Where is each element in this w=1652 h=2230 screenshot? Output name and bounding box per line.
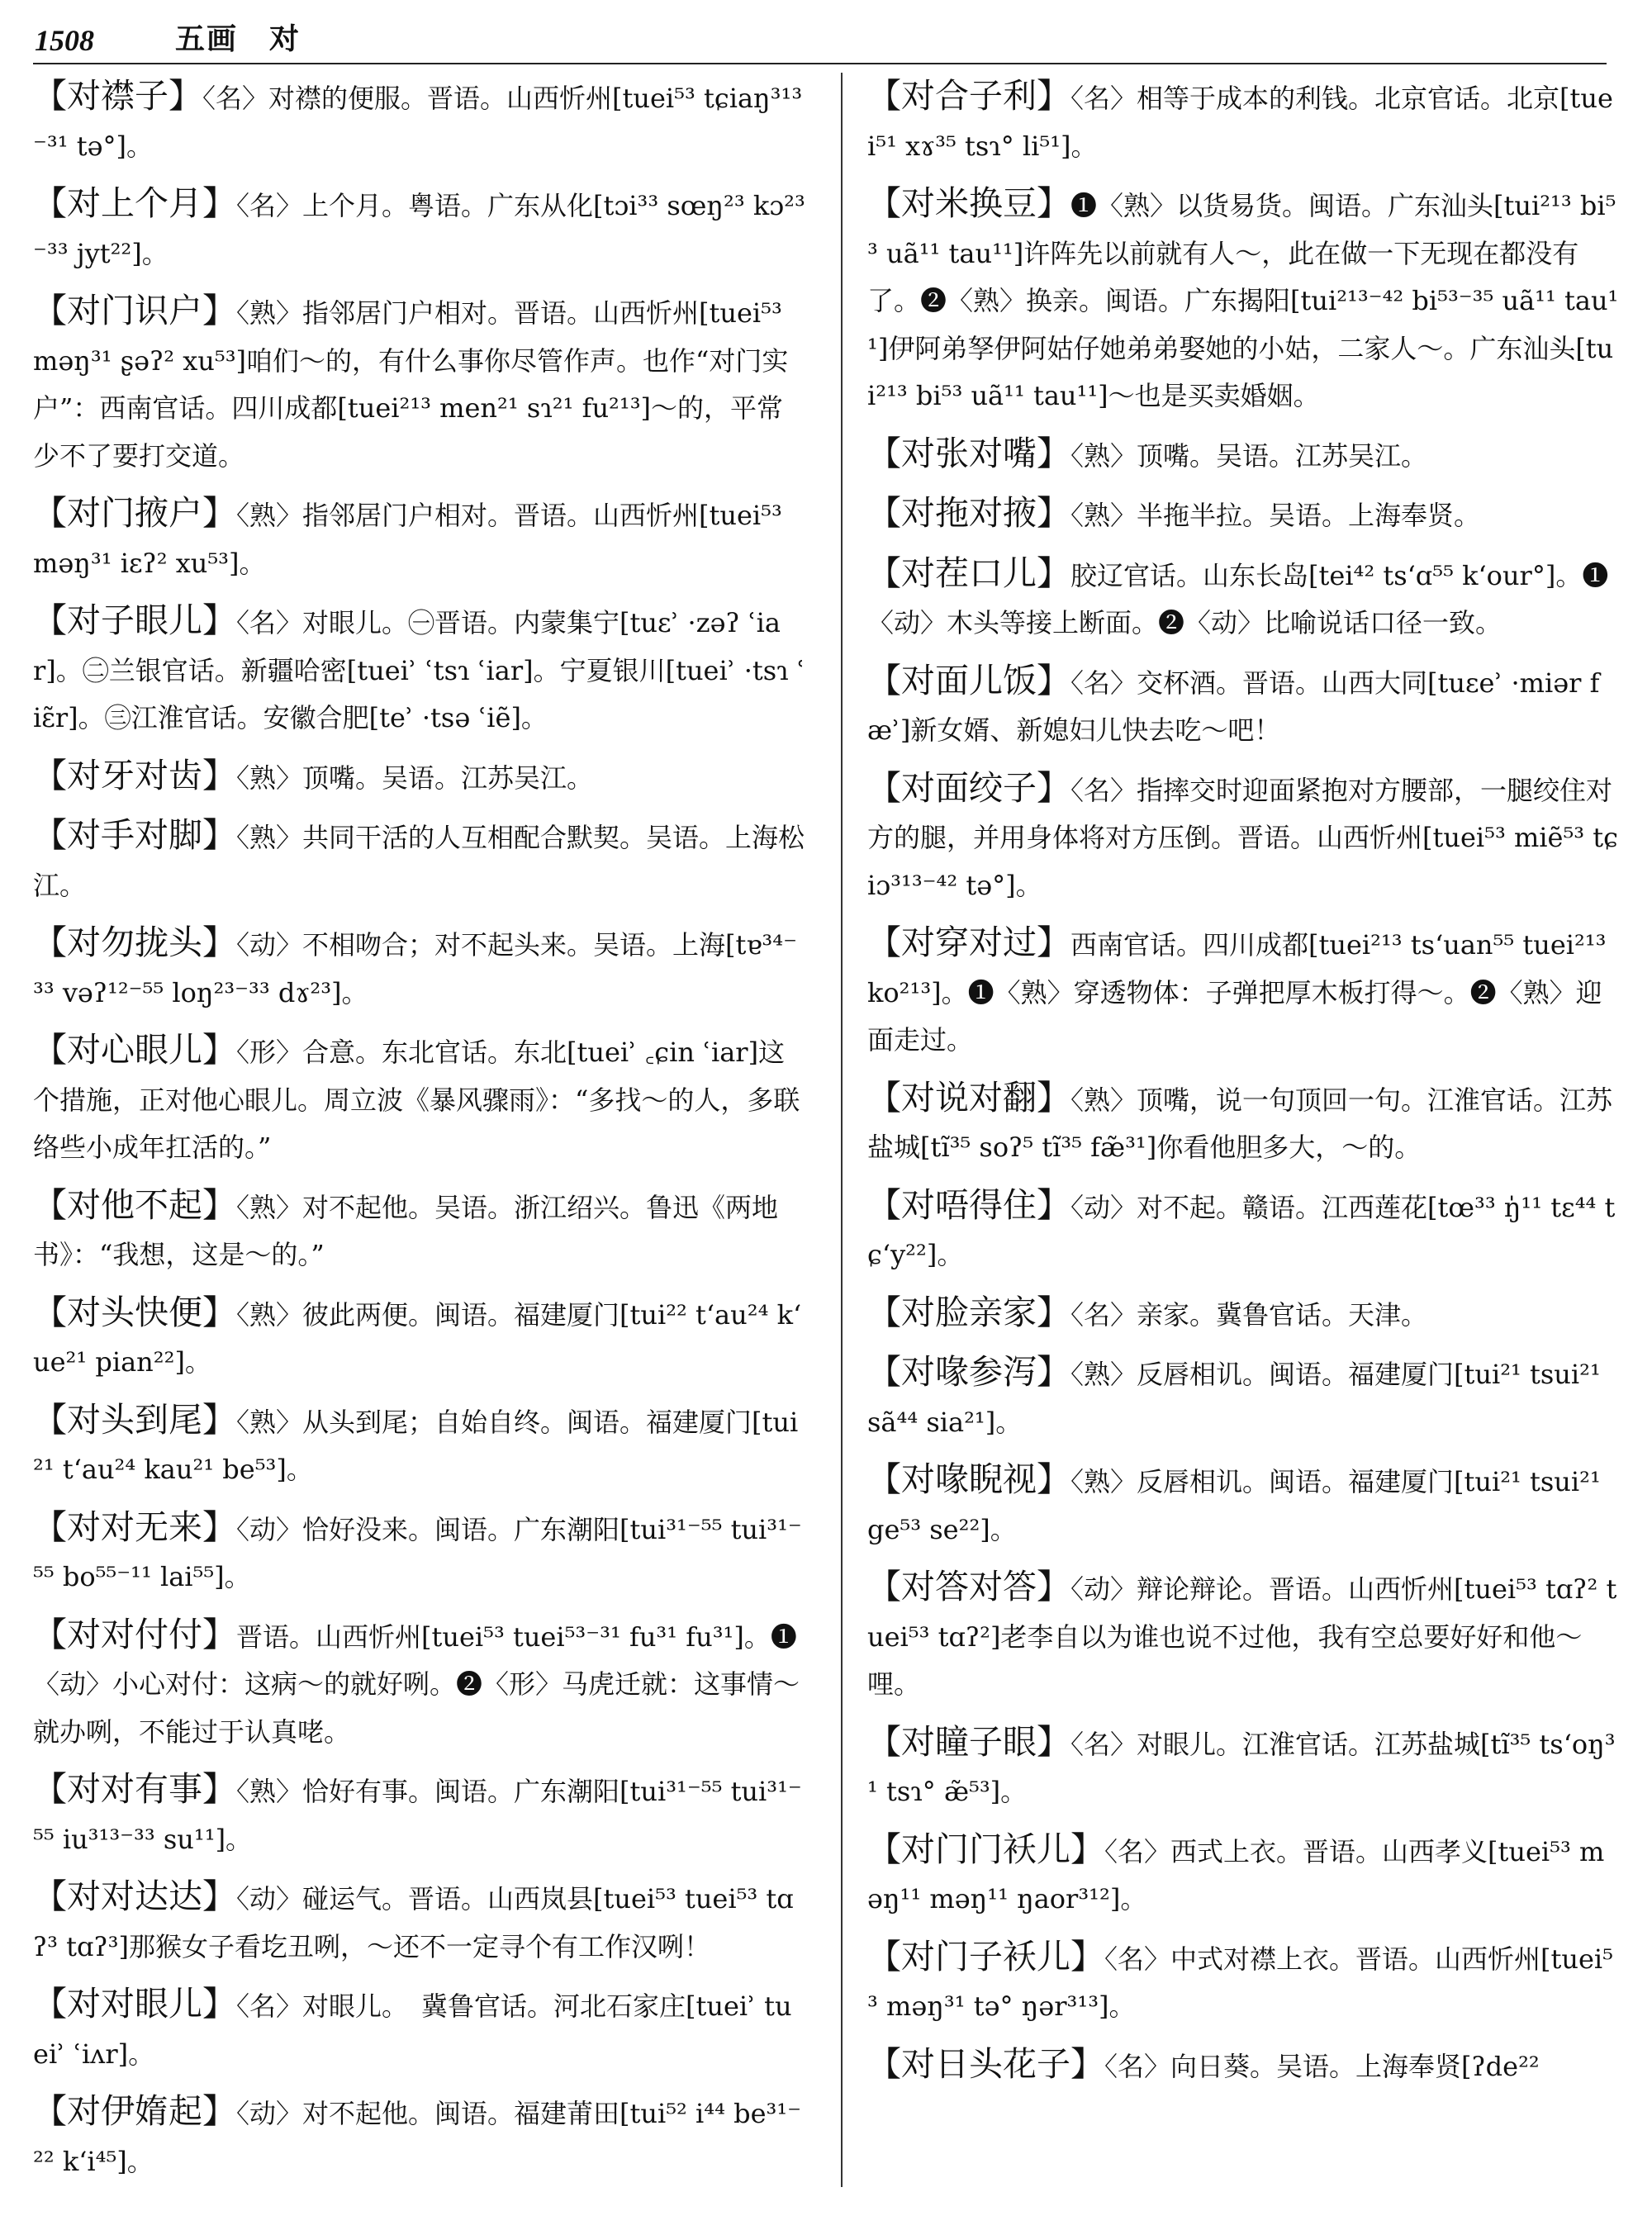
entry-headword: 【对襟子】 xyxy=(33,76,202,116)
entry-headword: 【对门子袄儿】 xyxy=(867,1936,1104,1976)
entry-headword: 【对答对答】 xyxy=(867,1567,1070,1606)
entry-headword: 【对门掖户】 xyxy=(33,493,236,533)
entry-headword: 【对他不起】 xyxy=(33,1184,236,1225)
entry-definition: 〈名〉上个月。粤语。广东从化[tɔi³³ sœŋ²³ kɔ²³⁻³³ jyt²²]。 xyxy=(33,190,805,269)
entry-definition: 〈熟〉反唇相讥。闽语。福建厦门[tui²¹ tsui²¹ sã⁴⁴ sia²¹]。 xyxy=(867,1359,1601,1438)
dictionary-entry xyxy=(33,1873,805,1971)
entry-definition: 西南官话。四川成都[tuei²¹³ tsʻuan⁵⁵ tuei²¹³ ko²¹³]。❶〈熟〉穿透物体：子弹把厚木板打得～。❷〈熟〉迎面走过。 xyxy=(867,929,1607,1056)
entry-headword: 【对说对翻】 xyxy=(867,1077,1070,1117)
entry-headword: 【对拖对掖】 xyxy=(867,493,1070,533)
dictionary-entry xyxy=(33,812,805,909)
entry-headword: 【对牙对齿】 xyxy=(33,755,236,795)
page-number: 1508 xyxy=(35,24,94,57)
dictionary-entry xyxy=(33,919,805,1017)
entry-definition: 〈熟〉反唇相讥。闽语。福建厦门[tui²¹ tsui²¹ ge⁵³ se²²]。 xyxy=(867,1466,1601,1545)
entry-definition: 〈熟〉顶嘴。吴语。江苏吴江。 xyxy=(236,762,594,794)
entry-definition: 〈名〉对襟的便服。晋语。山西忻州[tuei⁵³ tɕiaŋ³¹³⁻³¹ tə°]。 xyxy=(33,83,803,162)
entry-definition: 〈动〉恰好没来。闽语。广东潮阳[tui³¹⁻⁵⁵ tui³¹⁻⁵⁵ bo⁵⁵⁻¹¹ lai⁵⁵]。 xyxy=(33,1513,802,1592)
entry-definition: 〈动〉对不起。赣语。江西莲花[tœ³³ ŋ̍¹¹ tɛ⁴⁴ tɕʻy²²]。 xyxy=(867,1191,1616,1270)
entry-definition: 〈名〉对眼儿。江淮官话。江苏盐城[tĩ³⁵ tsʻoŋ³¹ tsɿ° æ̃⁵³]。 xyxy=(867,1728,1616,1807)
dictionary-entry xyxy=(33,1289,805,1387)
entry-headword: 【对对无来】 xyxy=(33,1506,236,1547)
entry-definition: 〈熟〉彼此两便。闽语。福建厦门[tui²² tʻau²⁴ kʻue²¹ pian²²]。 xyxy=(33,1298,802,1378)
entry-headword: 【对茬口儿】 xyxy=(867,553,1070,593)
dictionary-entry xyxy=(867,180,1619,420)
entry-headword: 【对唔得住】 xyxy=(867,1184,1070,1225)
dictionary-entry xyxy=(33,73,805,170)
entry-headword: 【对瞳子眼】 xyxy=(867,1721,1070,1762)
dictionary-entry xyxy=(867,657,1619,755)
entry-headword: 【对心眼儿】 xyxy=(33,1030,236,1070)
dictionary-entry xyxy=(33,180,805,278)
entry-definition: 〈熟〉从头到尾；自始自终。闽语。福建厦门[tui²¹ tʻau²⁴ kau²¹ be⁵³]。 xyxy=(33,1406,799,1485)
dictionary-entry xyxy=(33,1611,805,1757)
entry-definition: 〈名〉对眼儿。 冀鲁官话。河北石家庄[tueiʾ tueiʾ ʿiʌr]。 xyxy=(33,1990,792,2070)
entry-definition: 〈动〉对不起他。闽语。福建莆田[tui⁵² i⁴⁴ be³¹⁻²² kʻi⁴⁵]。 xyxy=(33,2098,802,2177)
entry-definition: 〈熟〉半拖半拉。吴语。上海奉贤。 xyxy=(1070,500,1481,531)
dictionary-entry xyxy=(33,1981,805,2078)
left-column xyxy=(33,73,805,2230)
entry-definition: 〈动〉碰运气。晋语。山西岚县[tuei⁵³ tuei⁵³ tɑʔ³ tɑʔ³]那猴女子看圪丑咧，～还不一定寻个有工作汉咧！ xyxy=(33,1883,794,1962)
dictionary-entry xyxy=(867,430,1619,481)
dictionary-entry xyxy=(867,550,1619,648)
entry-headword: 【对面绞子】 xyxy=(867,767,1070,808)
entry-headword: 【对对达达】 xyxy=(33,1877,236,1916)
dictionary-entry xyxy=(867,1182,1619,1279)
entry-definition: 〈熟〉共同干活的人互相配合默契。吴语。上海松江。 xyxy=(33,822,805,901)
entry-definition: 〈名〉向日葵。吴语。上海奉贤[ʔde²² xyxy=(1104,2050,1540,2082)
entry-definition: 〈熟〉对不起他。吴语。浙江绍兴。鲁迅《两地书》：“我想，这是～的。” xyxy=(33,1191,779,1270)
entry-definition: 〈名〉交杯酒。晋语。山西大同[tuɛeʾ ·miər fæʾ]新女婿、新媳妇儿快去吃～吧！ xyxy=(867,667,1600,746)
entry-headword: 【对对有事】 xyxy=(33,1769,236,1809)
dictionary-entry xyxy=(33,1504,805,1601)
dictionary-entry xyxy=(867,1456,1619,1554)
entry-definition: 〈熟〉顶嘴，说一句顶回一句。江淮官话。江苏盐城[tĩ³⁵ soʔ⁵ tĩ³⁵ fæ̃³¹]你看他胆多大，～的。 xyxy=(867,1084,1613,1163)
dictionary-entry xyxy=(867,1933,1619,2031)
entry-definition: 〈熟〉恰好有事。闽语。广东潮阳[tui³¹⁻⁵⁵ tui³¹⁻⁵⁵ iu³¹³⁻³³ su¹¹]。 xyxy=(33,1776,802,1855)
entry-definition: ❶〈熟〉以货易货。闽语。广东汕头[tui²¹³ bi⁵³ uã¹¹ tau¹¹]许阵先以前就有人～，此在做一下无现在都没有了。❷〈熟〉换亲。闽语。广东揭阳[tui²¹³⁻⁴² bi⁵³⁻³⁵ uã¹¹ tau¹¹]伊阿弟孥伊阿姑仔她弟弟娶她的小姑，二家人～。广东汕头[tui²¹³ bi⁵³ uã¹¹ tau¹¹]～也是买卖婚姻。 xyxy=(867,190,1619,411)
entry-headword: 【对伊媠起】 xyxy=(33,2091,236,2131)
entry-headword: 【对对付付】 xyxy=(33,1614,236,1654)
dictionary-entry xyxy=(867,919,1619,1065)
entry-definition: 〈熟〉指邻居门户相对。晋语。山西忻州[tuei⁵³ məŋ³¹ ʂəʔ² xu⁵³]咱们～的，有什么事你尽管作声。也作“对门实户”：西南官话。四川成都[tuei²¹³ men²¹ sɿ²¹ fu²¹³]～的，平常少不了要打交道。 xyxy=(33,297,789,472)
dictionary-entry xyxy=(867,1075,1619,1172)
entry-definition: 〈熟〉指邻居门户相对。晋语。山西忻州[tuei⁵³ məŋ³¹ iɛʔ² xu⁵³]。 xyxy=(33,500,782,579)
dictionary-entry xyxy=(33,1182,805,1279)
entry-definition: 〈名〉中式对襟上衣。晋语。山西忻州[tuei⁵³ məŋ³¹ tə° ŋər³¹³]。 xyxy=(867,1943,1613,2022)
entry-definition: 〈名〉西式上衣。晋语。山西孝义[tuei⁵³ məŋ¹¹ məŋ¹¹ ŋaor³¹²]。 xyxy=(867,1835,1605,1914)
entry-definition: 〈名〉亲家。冀鲁官话。天津。 xyxy=(1070,1298,1428,1331)
entry-definition: 〈动〉辩论辩论。晋语。山西忻州[tuei⁵³ tɑʔ² tuei⁵³ tɑʔ²]老李自以为谁也说不过他，我有空总要好好和他～哩。 xyxy=(867,1573,1617,1700)
entry-definition: 〈形〉合意。东北官话。东北[tueiʾ ꜀ɕin ʿiar]这个措施，正对他心眼儿。周立波《暴风骤雨》：“多找～的人，多联络些小成年扛活的。” xyxy=(33,1037,800,1163)
entry-definition: 〈熟〉顶嘴。吴语。江苏吴江。 xyxy=(1070,439,1428,472)
dictionary-entry xyxy=(33,1027,805,1172)
right-column xyxy=(867,73,1619,2230)
entry-headword: 【对勿拢头】 xyxy=(33,923,236,962)
entry-headword: 【对门识户】 xyxy=(33,291,236,330)
entry-headword: 【对日头花子】 xyxy=(867,2043,1104,2084)
entry-headword: 【对手对脚】 xyxy=(33,815,236,855)
dictionary-entry xyxy=(33,1766,805,1863)
dictionary-entry xyxy=(33,597,805,743)
dictionary-entry xyxy=(867,1349,1619,1446)
entry-headword: 【对米换豆】 xyxy=(867,183,1070,223)
entry-headword: 【对门门袄儿】 xyxy=(867,1829,1104,1869)
dictionary-entry xyxy=(33,287,805,480)
section-title: 五画 对 xyxy=(175,21,301,56)
entry-headword: 【对喙睨视】 xyxy=(867,1459,1070,1499)
dictionary-entry xyxy=(33,2088,805,2185)
entry-headword: 【对脸亲家】 xyxy=(867,1292,1070,1332)
entry-definition: 胶辽官话。山东长岛[tei⁴² tsʻɑ⁵⁵ kʻour°]。❶〈动〉木头等接上断面。❷〈动〉比喻说话口径一致。 xyxy=(867,559,1609,638)
entry-definition: 〈名〉相等于成本的利钱。北京官话。北京[tuei⁵¹ xɤ³⁵ tsɿ° li⁵¹]。 xyxy=(867,83,1613,162)
dictionary-entry xyxy=(867,2041,1619,2091)
dictionary-entry xyxy=(867,1289,1619,1340)
entry-headword: 【对头快便】 xyxy=(33,1292,236,1332)
entry-headword: 【对张对嘴】 xyxy=(867,433,1070,473)
entry-headword: 【对穿对过】 xyxy=(867,923,1070,962)
dictionary-entry xyxy=(33,490,805,587)
dictionary-entry xyxy=(867,1719,1619,1816)
dictionary-entry xyxy=(867,490,1619,540)
dictionary-entry xyxy=(867,1563,1619,1709)
dictionary-entry xyxy=(867,765,1619,910)
entry-headword: 【对面儿饭】 xyxy=(867,660,1070,700)
column-divider xyxy=(841,73,843,2187)
entry-headword: 【对子眼儿】 xyxy=(33,600,236,640)
entry-headword: 【对喙参泻】 xyxy=(867,1352,1070,1392)
entry-headword: 【对头到尾】 xyxy=(33,1399,236,1440)
entry-definition: 〈动〉不相吻合；对不起头来。吴语。上海[tɐ³⁴⁻³³ vəʔ¹²⁻⁵⁵ loŋ²³⁻³³ dɤ²³]。 xyxy=(33,929,797,1008)
entry-definition: 〈名〉指摔交时迎面紧抱对方腰部，一腿绞住对方的腿，并用身体将对方压倒。晋语。山西忻州[tuei⁵³ miẽ⁵³ tɕiɔ³¹³⁻⁴² tə°]。 xyxy=(867,774,1619,901)
dictionary-entry xyxy=(867,1826,1619,1924)
entry-headword: 【对上个月】 xyxy=(33,183,236,223)
dictionary-entry xyxy=(33,752,805,803)
entry-headword: 【对合子利】 xyxy=(867,76,1070,116)
dictionary-entry xyxy=(33,1397,805,1494)
dictionary-entry xyxy=(867,73,1619,170)
page-header xyxy=(33,18,1607,64)
entry-definition: 晋语。山西忻州[tuei⁵³ tuei⁵³⁻³¹ fu³¹ fu³¹]。❶〈动〉小心对付：这病～的就好咧。❷〈形〉马虎迁就：这事情～就办咧，不能过于认真咾。 xyxy=(33,1620,800,1748)
entry-definition: 〈名〉对眼儿。㊀晋语。内蒙集宁[tuɛʾ ·zəʔ ʿiar]。㊁兰银官话。新疆哈密[tueiʾ ʿtsɿ ʿiar]。宁夏银川[tueiʾ ·tsɿ ʿiɛ̃r]。㊂江淮官话。安徽合肥[teʾ ·tsə ʿiẽ]。 xyxy=(33,607,805,733)
entry-headword: 【对对眼儿】 xyxy=(33,1984,236,2024)
